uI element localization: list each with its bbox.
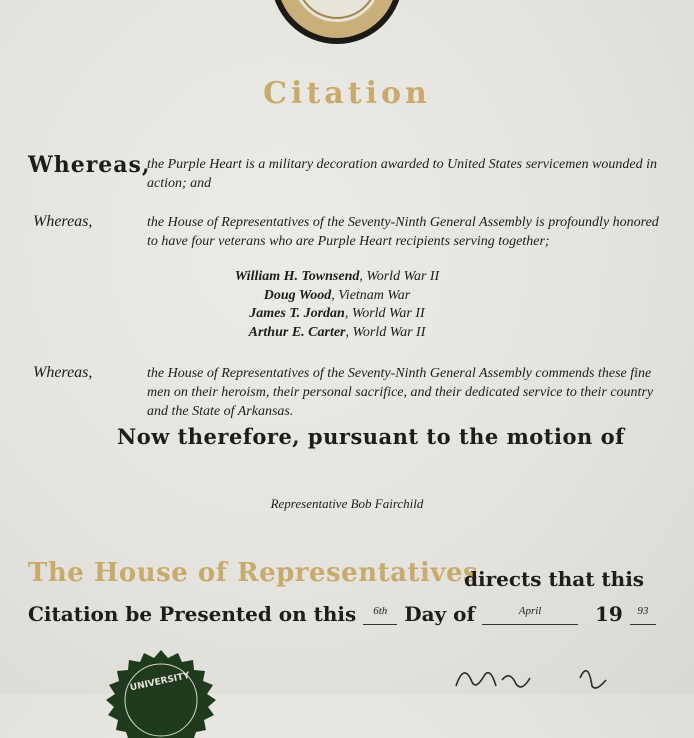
whereas-text-3: the House of Representatives of the Seventy-Ninth General Assembly commends these fine men on their heroism, their personal sacrifice, and their dedicated service to their country and the State of Arkansas. — [147, 366, 654, 419]
whereas-text-1: the Purple Heart is a military decoration awarded to United States servicemen wounded in action; and — [147, 157, 658, 191]
directs-text: directs that this — [464, 567, 645, 591]
year-blank: 93 — [630, 612, 656, 625]
day-of-label: Day of — [404, 602, 476, 626]
whereas-label-1: Whereas, — [28, 152, 151, 178]
veteran-list — [147, 268, 527, 342]
signature — [450, 656, 650, 696]
veteran-row: William H. Townsend, World War II — [234, 269, 440, 284]
whereas-label-2: Whereas, — [33, 213, 93, 230]
whereas-text-2: the House of Representatives of the Seventy-Ninth General Assembly is profoundly honored to have four veterans who are Purple Heart recipients serving together; — [147, 215, 659, 249]
veteran-row: Doug Wood, Vietnam War — [263, 287, 411, 303]
document-title: Citation — [263, 76, 431, 111]
day-blank: 6th — [363, 612, 397, 625]
century-label: 19 — [595, 602, 623, 626]
house-heading: The House of Representatives — [28, 558, 479, 588]
now-therefore-line: Now therefore, pursuant to the motion of — [117, 424, 625, 449]
seal-bottom-emblem — [88, 648, 234, 738]
state-seal-top — [268, 0, 406, 46]
veteran-row: James T. Jordan, World War II — [249, 306, 425, 321]
presented-prefix: Citation be Presented on this — [28, 602, 357, 626]
whereas-label-3: Whereas, — [33, 364, 93, 381]
svg-text:UNIVERSITY: UNIVERSITY — [129, 670, 191, 694]
presentation-line — [28, 602, 656, 626]
veteran-row: Arthur E. Carter, World War II — [248, 324, 426, 340]
representative-name: Representative Bob Fairchild — [270, 496, 424, 511]
month-blank: April — [482, 612, 578, 625]
